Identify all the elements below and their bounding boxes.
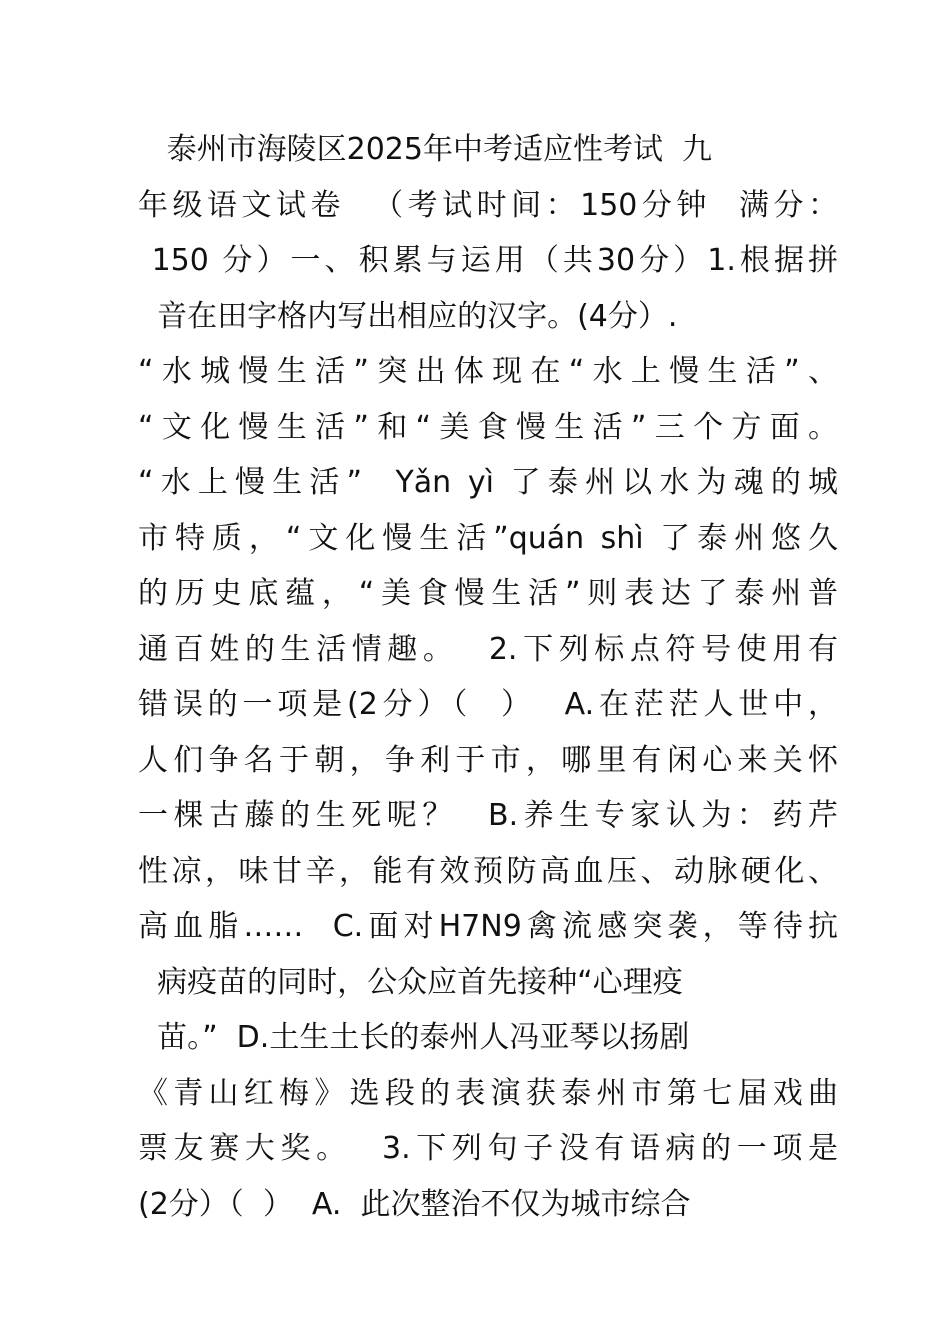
text-line-10: 通百姓的生活情趣。 2.下列标点符号使用有 xyxy=(138,631,838,667)
text-line-16: 病疫苗的同时，公众应首先接种“心理疫 xyxy=(138,964,683,1000)
text-line-15: 高血脂…… C.面对H7N9禽流感突袭，等待抗 xyxy=(138,909,838,944)
text-line-19: 票友赛大奖。 3.下列句子没有语病的一项是 xyxy=(138,1131,838,1166)
text-line-1: 泰州市海陵区2025年中考适应性考试 九 xyxy=(138,132,713,167)
text-line-8: 市特质，“文化慢生活”quán shì 了泰州悠久 xyxy=(138,520,838,556)
text-line-14: 性凉，味甘辛，能有效预防高血压、动脉硬化、 xyxy=(138,853,838,889)
text-line-18: 《青山红梅》选段的表演获泰州市第七届戏曲 xyxy=(138,1075,838,1111)
text-line-9: 的历史底蕴，“美食慢生活”则表达了泰州普 xyxy=(138,576,838,611)
text-line-6: “文化慢生活”和“美食慢生活”三个方面。 xyxy=(138,409,838,445)
text-line-12: 人们争名于朝，争利于市，哪里有闲心来关怀 xyxy=(138,742,838,778)
text-line-5: “水城慢生活”突出体现在“水上慢生活”、 xyxy=(138,354,838,389)
text-line-17: 苗。” D.土生土长的泰州人冯亚琴以扬剧 xyxy=(138,1020,690,1055)
text-line-20: (2分）（ ） A. 此次整治不仅为城市综合 xyxy=(138,1186,691,1222)
text-line-4: 音在田字格内写出相应的汉字。(4分）. xyxy=(138,298,678,334)
text-line-11: 错误的一项是(2分）（ ） A.在茫茫人世中， xyxy=(138,687,838,722)
exam-text-body xyxy=(138,122,838,1232)
text-line-3: 150 分）一、积累与运用（共30分）1.根据拼 xyxy=(138,243,838,278)
text-line-7: “水上慢生活” Yǎn yì 了泰州以水为魂的城 xyxy=(138,465,838,500)
text-line-13: 一棵古藤的生死呢？ B.养生专家认为：药芹 xyxy=(138,798,838,833)
text-line-2: 年级语文试卷 （考试时间：150分钟 满分： xyxy=(138,187,838,223)
